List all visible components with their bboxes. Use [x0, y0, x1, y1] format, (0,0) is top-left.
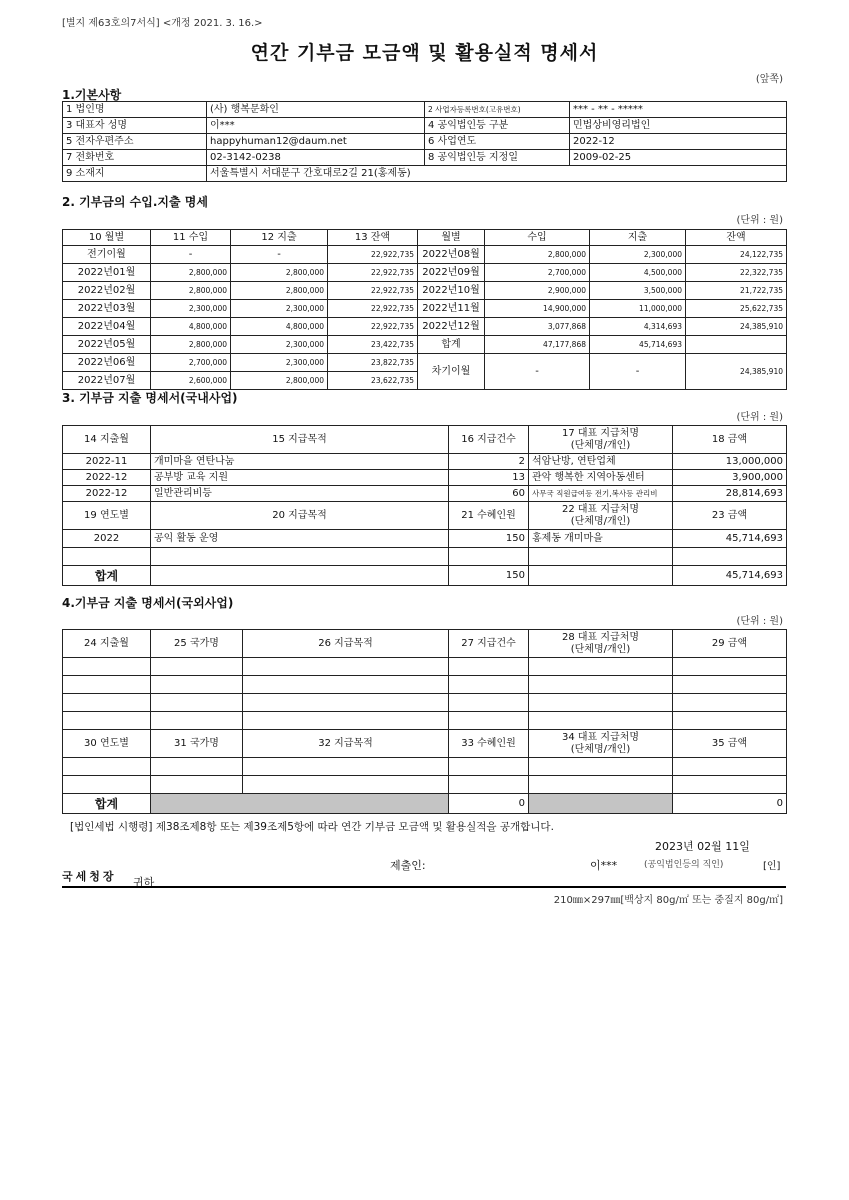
cell: 23,422,735: [328, 336, 418, 354]
empty-cell: [63, 776, 151, 794]
empty-cell: [151, 776, 243, 794]
domestic-header-row-2: [63, 502, 787, 530]
cell: 2022년02월: [63, 282, 151, 300]
cell: 2022-12: [570, 134, 787, 150]
cell: 2,800,000: [231, 264, 328, 282]
cell: 45,714,693: [673, 530, 787, 548]
cell: 60: [449, 486, 529, 502]
empty-cell: [243, 712, 449, 730]
domestic-empty-row: [63, 548, 787, 566]
cell: 일반관리비등: [151, 486, 449, 502]
income-table: [62, 229, 787, 390]
foreign-table: [62, 629, 787, 814]
form-code: [별지 제63호의7서식] <개정 2021. 3. 16.>: [62, 18, 263, 29]
income-row: [63, 318, 787, 336]
empty-cell: [673, 548, 787, 566]
cell: 6 사업연도: [425, 134, 570, 150]
cell: 2,300,000: [231, 300, 328, 318]
seal-mark: [인]: [763, 861, 781, 872]
empty-cell: [151, 548, 449, 566]
cell: 2,300,000: [590, 246, 686, 264]
cell: 홍제동 개미마을: [529, 530, 673, 548]
cell: 35 금액: [673, 730, 787, 758]
cell: 9 소재지: [63, 166, 207, 182]
empty-cell: [673, 712, 787, 730]
cell: 이***: [207, 118, 425, 134]
income-header-row: [63, 230, 787, 246]
cell: 15 지급목적: [151, 426, 449, 454]
empty-cell: [673, 776, 787, 794]
cell: 2,700,000: [485, 264, 590, 282]
cell: 13 잔액: [328, 230, 418, 246]
empty-cell: [63, 694, 151, 712]
paper-spec: 210㎜×297㎜[백상지 80g/㎡ 또는 중질지 80g/㎡]: [553, 895, 783, 906]
empty-cell: [529, 676, 673, 694]
empty-cell: [449, 776, 529, 794]
cell: 14,900,000: [485, 300, 590, 318]
cell: 개미마을 연탄나눔: [151, 454, 449, 470]
domestic-row: [63, 454, 787, 470]
cell: *** - ** - *****: [570, 102, 787, 118]
cell: 2022-12: [63, 486, 151, 502]
foreign-total-row: [63, 794, 787, 814]
domestic-unit: (단위 : 원): [736, 412, 783, 423]
cell: 28,814,693: [673, 486, 787, 502]
cell: 10 월별: [63, 230, 151, 246]
cell: 4,800,000: [231, 318, 328, 336]
cell: 11 수입: [151, 230, 231, 246]
cell: 02-3142-0238: [207, 150, 425, 166]
foreign-empty-row: [63, 758, 787, 776]
footer-rule: [62, 886, 786, 888]
empty-cell: [151, 566, 449, 586]
basic-row: [63, 150, 787, 166]
cell: 민법상비영리법인: [570, 118, 787, 134]
cell: 3,500,000: [590, 282, 686, 300]
basic-row: [63, 102, 787, 118]
empty-cell: [449, 658, 529, 676]
empty-cell: [63, 548, 151, 566]
empty-cell: [529, 776, 673, 794]
basic-row-address: [63, 166, 787, 182]
section-basic-title: 1.기본사항: [62, 88, 122, 102]
empty-cell: [449, 712, 529, 730]
cell: 0: [673, 794, 787, 814]
submitter-name: 이***: [590, 859, 618, 872]
empty-cell: [151, 794, 449, 814]
cell: 28 대표 지급처명 (단체명/개인): [529, 630, 673, 658]
empty-cell: [151, 758, 243, 776]
cell: 13: [449, 470, 529, 486]
page-title: 연간 기부금 모금액 및 활용실적 명세서: [250, 42, 599, 64]
empty-cell: [243, 676, 449, 694]
cell: 2,900,000: [485, 282, 590, 300]
section-income-title: 2. 기부금의 수입.지출 명세: [62, 195, 208, 209]
empty-cell: [243, 694, 449, 712]
cell: 26 지급목적: [243, 630, 449, 658]
cell: 2022년08월: [418, 246, 485, 264]
domestic-row: [63, 486, 787, 502]
cell: 45,714,693: [673, 566, 787, 586]
cell: 32 지급목적: [243, 730, 449, 758]
cell: 23,622,735: [328, 372, 418, 390]
basic-row: [63, 134, 787, 150]
cell: 22,922,735: [328, 300, 418, 318]
empty-cell: [529, 566, 673, 586]
empty-cell: [449, 694, 529, 712]
cell: 30 연도별: [63, 730, 151, 758]
cell: 2022년05월: [63, 336, 151, 354]
foreign-header-row: [63, 630, 787, 658]
cell: 23 금액: [673, 502, 787, 530]
cell: 2,800,000: [231, 282, 328, 300]
cell: 19 연도별: [63, 502, 151, 530]
empty-cell: [529, 548, 673, 566]
cell: 24 지출월: [63, 630, 151, 658]
side-label: (앞쪽): [755, 74, 783, 85]
foreign-unit: (단위 : 원): [736, 616, 783, 627]
empty-cell: [151, 658, 243, 676]
empty-cell: [529, 712, 673, 730]
cell: 25 국가명: [151, 630, 243, 658]
cell: 2022년09월: [418, 264, 485, 282]
foreign-empty-row: [63, 658, 787, 676]
cell: 2,600,000: [151, 372, 231, 390]
cell: 2,800,000: [231, 372, 328, 390]
cell: 월별: [418, 230, 485, 246]
cell: 지출: [590, 230, 686, 246]
income-unit: (단위 : 원): [736, 215, 783, 226]
cell: 2022: [63, 530, 151, 548]
empty-cell: [673, 658, 787, 676]
cell: 2,300,000: [231, 354, 328, 372]
cell: 4 공익법인등 구분: [425, 118, 570, 134]
empty-cell: [686, 336, 787, 354]
cell: 33 수혜인원: [449, 730, 529, 758]
cell: -: [151, 246, 231, 264]
domestic-header-row: [63, 426, 787, 454]
cell: 4,800,000: [151, 318, 231, 336]
cell: 22,922,735: [328, 282, 418, 300]
cell: 21 수혜인원: [449, 502, 529, 530]
cell: -: [231, 246, 328, 264]
cell: 16 지급건수: [449, 426, 529, 454]
cell: 0: [449, 794, 529, 814]
domestic-row: [63, 470, 787, 486]
foreign-empty-row: [63, 712, 787, 730]
cell: 1 법인명: [63, 102, 207, 118]
empty-cell: [151, 712, 243, 730]
cell: 사무국 직원급여등 전기,복사등 관리비: [529, 486, 673, 502]
cell: 27 지급건수: [449, 630, 529, 658]
cell: 11,000,000: [590, 300, 686, 318]
cell: 2022-12: [63, 470, 151, 486]
empty-cell: [63, 676, 151, 694]
cell: 3,077,868: [485, 318, 590, 336]
empty-cell: [449, 758, 529, 776]
cell: 22,922,735: [328, 264, 418, 282]
empty-cell: [63, 758, 151, 776]
empty-cell: [673, 676, 787, 694]
cell: 25,622,735: [686, 300, 787, 318]
cell: 공익 활동 운영: [151, 530, 449, 548]
cell: 3 대표자 성명: [63, 118, 207, 134]
domestic-total-row: [63, 566, 787, 586]
cell: 7 전화번호: [63, 150, 207, 166]
income-row: [63, 264, 787, 282]
cell: 2,800,000: [485, 246, 590, 264]
cell: 18 금액: [673, 426, 787, 454]
cell: 2,800,000: [151, 264, 231, 282]
total-label: 합계: [63, 566, 151, 586]
cell: 24,385,910: [686, 354, 787, 390]
cell: 22,922,735: [328, 246, 418, 264]
cell: 24,385,910: [686, 318, 787, 336]
cell: 13,000,000: [673, 454, 787, 470]
cell: 12 지출: [231, 230, 328, 246]
statement: [법인세법 시행령] 제38조제8항 또는 제39조제5항에 따라 연간 기부금 모금액 및 활용실적을 공개합니다.: [70, 821, 554, 833]
cell: 합계: [418, 336, 485, 354]
income-row: [63, 300, 787, 318]
cell: 관악 행복한 지역아동센터: [529, 470, 673, 486]
cell: happyhuman12@daum.net: [207, 134, 425, 150]
cell: 20 지급목적: [151, 502, 449, 530]
empty-cell: [243, 758, 449, 776]
cell: 2022년03월: [63, 300, 151, 318]
empty-cell: [673, 694, 787, 712]
empty-cell: [63, 658, 151, 676]
cell: 서울특별시 서대문구 간호대로2길 21(홍제동): [207, 166, 787, 182]
foreign-empty-row: [63, 676, 787, 694]
submitter-label: 제출인:: [390, 859, 426, 872]
section-foreign-title: 4.기부금 지출 명세서(국외사업): [62, 596, 234, 610]
cell: 24,122,735: [686, 246, 787, 264]
cell: 2022년11월: [418, 300, 485, 318]
cell: 2,800,000: [151, 336, 231, 354]
empty-cell: [529, 694, 673, 712]
domestic-table: [62, 425, 787, 586]
cell: 2,700,000: [151, 354, 231, 372]
cell: 47,177,868: [485, 336, 590, 354]
empty-cell: [529, 758, 673, 776]
cell: 석암난방, 연탄업체: [529, 454, 673, 470]
basic-info-table: [62, 101, 787, 182]
empty-cell: [529, 794, 673, 814]
foreign-header-row-2: [63, 730, 787, 758]
cell: 공부방 교육 지원: [151, 470, 449, 486]
cell: 2022년04월: [63, 318, 151, 336]
cell: 22 대표 지급처명 (단체명/개인): [529, 502, 673, 530]
income-row: [63, 246, 787, 264]
cell: 2,300,000: [231, 336, 328, 354]
cell: 150: [449, 566, 529, 586]
cell: 2022년10월: [418, 282, 485, 300]
cell: 31 국가명: [151, 730, 243, 758]
recipient-suffix: 귀하: [133, 876, 155, 889]
section-domestic-title: 3. 기부금 지출 명세서(국내사업): [62, 391, 238, 405]
cell: 차기이월: [418, 354, 485, 390]
cell: 2,800,000: [151, 282, 231, 300]
empty-cell: [449, 676, 529, 694]
cell: 4,500,000: [590, 264, 686, 282]
domestic-row-2: [63, 530, 787, 548]
empty-cell: [529, 658, 673, 676]
cell: 2022년06월: [63, 354, 151, 372]
income-row: [63, 354, 787, 372]
foreign-empty-row: [63, 694, 787, 712]
cell: (사) 행복문화인: [207, 102, 425, 118]
cell: 29 금액: [673, 630, 787, 658]
cell: 17 대표 지급처명 (단체명/개인): [529, 426, 673, 454]
cell: 5 전자우편주소: [63, 134, 207, 150]
cell: 8 공익법인등 지정일: [425, 150, 570, 166]
cell: 34 대표 지급처명 (단체명/개인): [529, 730, 673, 758]
cell: -: [590, 354, 686, 390]
cell: 2 사업자등록번호(고유번호): [425, 102, 570, 118]
empty-cell: [151, 676, 243, 694]
cell: 21,722,735: [686, 282, 787, 300]
cell: 3,900,000: [673, 470, 787, 486]
income-row: [63, 336, 787, 354]
cell: 45,714,693: [590, 336, 686, 354]
cell: 14 지출월: [63, 426, 151, 454]
cell: 2022년01월: [63, 264, 151, 282]
empty-cell: [63, 712, 151, 730]
cell: 2022년07월: [63, 372, 151, 390]
empty-cell: [449, 548, 529, 566]
cell: 2022-11: [63, 454, 151, 470]
foreign-empty-row: [63, 776, 787, 794]
cell: 4,314,693: [590, 318, 686, 336]
total-label: 합계: [63, 794, 151, 814]
date: 2023년 02월 11일: [655, 840, 750, 853]
empty-cell: [243, 776, 449, 794]
cell: 2009-02-25: [570, 150, 787, 166]
cell: 22,322,735: [686, 264, 787, 282]
empty-cell: [243, 658, 449, 676]
cell: 전기이월: [63, 246, 151, 264]
cell: 2: [449, 454, 529, 470]
cell: 2,300,000: [151, 300, 231, 318]
empty-cell: [151, 694, 243, 712]
basic-row: [63, 118, 787, 134]
submitter-role: (공익법인등의 직인): [644, 860, 724, 870]
income-row: [63, 282, 787, 300]
recipient: 국세청장: [62, 870, 117, 883]
cell: 150: [449, 530, 529, 548]
empty-cell: [673, 758, 787, 776]
cell: 22,922,735: [328, 318, 418, 336]
cell: 수입: [485, 230, 590, 246]
cell: 잔액: [686, 230, 787, 246]
cell: 2022년12월: [418, 318, 485, 336]
cell: -: [485, 354, 590, 390]
cell: 23,822,735: [328, 354, 418, 372]
